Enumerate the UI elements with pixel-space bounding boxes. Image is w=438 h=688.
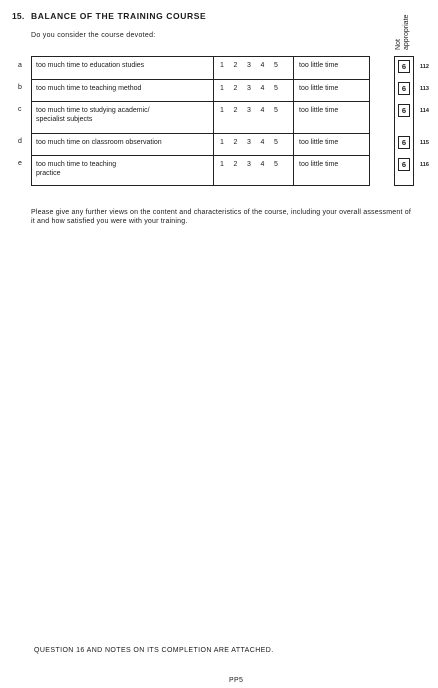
rating-scale[interactable] <box>214 102 294 133</box>
rating-option-4[interactable]: 4 <box>260 107 265 114</box>
item-letter: b <box>18 84 22 91</box>
not-appropriate-column <box>394 56 414 186</box>
rating-option-4[interactable]: 4 <box>260 62 265 69</box>
not-appropriate-header <box>395 14 438 50</box>
rating-option-5[interactable]: 5 <box>274 62 278 69</box>
item-letter: c <box>18 106 22 113</box>
not-appropriate-header-line2: appropriate <box>403 14 410 50</box>
rating-option-5[interactable]: 5 <box>274 107 278 114</box>
table-row <box>32 101 369 133</box>
rating-option-2[interactable]: 2 <box>233 85 238 92</box>
not-appropriate-checkbox[interactable]: 6 <box>398 158 410 171</box>
rating-option-1[interactable]: 1 <box>220 85 224 92</box>
rating-option-4[interactable]: 4 <box>260 161 265 168</box>
not-appropriate-checkbox[interactable]: 6 <box>398 104 410 117</box>
rating-option-1[interactable]: 1 <box>220 62 224 69</box>
rating-option-1[interactable]: 1 <box>220 161 224 168</box>
question-number: 15. <box>12 11 25 21</box>
further-views-instructions: Please give any further views on the content and characteristics of the course, including your overall assessment of it and how satisfied you were with your training. <box>31 209 411 225</box>
item-letter: a <box>18 62 22 69</box>
item-letter: d <box>18 138 22 145</box>
row-right-statement: too little time <box>299 62 339 69</box>
row-right-statement: too little time <box>299 161 339 168</box>
not-appropriate-checkbox[interactable]: 6 <box>398 136 410 149</box>
question-title: BALANCE OF THE TRAINING COURSE <box>31 11 207 21</box>
row-right-statement: too little time <box>299 139 339 146</box>
rating-option-2[interactable]: 2 <box>233 62 238 69</box>
rating-option-3[interactable]: 3 <box>247 85 251 92</box>
column-code: 114 <box>420 108 429 114</box>
row-left-statement: too much time to teaching practice <box>32 156 214 185</box>
rating-scale[interactable] <box>214 57 294 79</box>
row-right-statement: too little time <box>299 85 339 92</box>
rating-scale[interactable] <box>214 80 294 101</box>
rating-scale[interactable] <box>214 156 294 185</box>
footer-note: QUESTION 16 AND NOTES ON ITS COMPLETION ARE ATTACHED. <box>34 647 274 654</box>
column-code: 115 <box>420 140 429 146</box>
table-row <box>32 155 369 185</box>
rating-option-4[interactable]: 4 <box>260 139 265 146</box>
row-right-statement: too little time <box>299 107 339 114</box>
rating-option-4[interactable]: 4 <box>260 85 265 92</box>
rating-option-3[interactable]: 3 <box>247 62 251 69</box>
rating-scale[interactable] <box>214 134 294 155</box>
rating-option-2[interactable]: 2 <box>233 139 238 146</box>
row-left-statement: too much time to teaching method <box>32 80 214 101</box>
not-appropriate-checkbox[interactable]: 6 <box>398 82 410 95</box>
rating-table <box>31 56 370 186</box>
rating-option-2[interactable]: 2 <box>233 107 238 114</box>
rating-option-5[interactable]: 5 <box>274 85 278 92</box>
rating-option-3[interactable]: 3 <box>247 139 251 146</box>
column-code: 116 <box>420 162 429 168</box>
row-left-statement: too much time on classroom observation <box>32 134 214 155</box>
column-code: 113 <box>420 86 429 92</box>
rating-option-1[interactable]: 1 <box>220 107 224 114</box>
not-appropriate-header-line1: Not <box>395 39 402 50</box>
question-prompt: Do you consider the course devoted: <box>31 32 156 39</box>
table-row <box>32 133 369 155</box>
rating-option-3[interactable]: 3 <box>247 161 251 168</box>
page-number: PP5 <box>229 677 244 684</box>
rating-option-2[interactable]: 2 <box>233 161 238 168</box>
row-left-statement: too much time to studying academic/ specialist subjects <box>32 102 214 133</box>
column-code: 112 <box>420 64 429 70</box>
not-appropriate-checkbox[interactable]: 6 <box>398 60 410 73</box>
row-left-statement: too much time to education studies <box>32 57 214 79</box>
table-row <box>32 57 369 79</box>
table-row <box>32 79 369 101</box>
rating-option-5[interactable]: 5 <box>274 161 278 168</box>
rating-option-5[interactable]: 5 <box>274 139 278 146</box>
item-letter: e <box>18 160 22 167</box>
rating-option-1[interactable]: 1 <box>220 139 224 146</box>
rating-option-3[interactable]: 3 <box>247 107 251 114</box>
